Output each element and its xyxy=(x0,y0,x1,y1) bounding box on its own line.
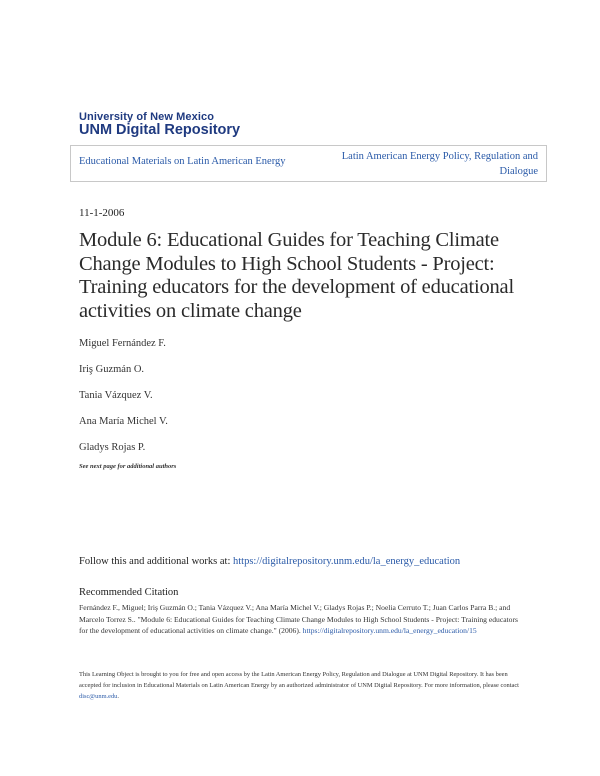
follow-line xyxy=(79,556,460,567)
publication-date: 11-1-2006 xyxy=(79,207,125,219)
citation-link[interactable]: https://digitalrepository.unm.edu/la_energy_education/15 xyxy=(302,626,477,636)
collection-url-link[interactable]: https://digitalrepository.unm.edu/la_energy_education xyxy=(233,556,461,567)
university-name: University of New Mexico xyxy=(79,111,215,123)
notice-body: This Learning Object is brought to you for free and open access by the Latin American Energy Policy, Regulation and Dialogue at UNM Digital Repository. It has been accepted for inclusion in Educational Materials on Latin American Energy by an authorized administrator of UNM Digital Repository. For more information, please contact xyxy=(79,671,519,690)
collection-link-educational-materials[interactable]: Educational Materials on Latin American Energy xyxy=(79,156,286,167)
document-title: Module 6: Educational Guides for Teaching Climate Change Modules to High School Students - Project: Training educators for the development of educational activities on climate change xyxy=(79,229,514,322)
author: Ana María Michel V. xyxy=(79,416,168,427)
citation-heading: Recommended Citation xyxy=(79,587,179,598)
follow-label: Follow this and additional works at: xyxy=(79,556,233,567)
notice-end: . xyxy=(117,693,119,701)
access-notice xyxy=(79,669,529,703)
collection-link-energy-policy[interactable]: Latin American Energy Policy, Regulation and Dialogue xyxy=(341,151,538,177)
author: Miguel Fernández F. xyxy=(79,338,166,349)
citation-text xyxy=(79,602,519,637)
citation-body: Fernández F., Miguel; Iriş Guzmán O.; Tania Vázquez V.; Ana María Michel V.; Gladys Rojas P.; Noelia Cerruto T.; Juan Carlos Parra B.; and Marcelo Torrez S.. "Module 6: Educational Guides for Teaching Climate Change Modules to High School Students - Project: Training educators for the development of educational activities on climate change." (2006). xyxy=(79,603,518,636)
author: Gladys Rojas P. xyxy=(79,442,146,453)
author: Tania Vázquez V. xyxy=(79,390,153,401)
author: Iriş Guzmán O. xyxy=(79,364,145,375)
repository-link[interactable]: UNM Digital Repository xyxy=(79,122,241,138)
contact-email-link[interactable]: disc@unm.edu xyxy=(79,693,118,701)
see-next-page-note: See next page for additional authors xyxy=(79,463,177,470)
